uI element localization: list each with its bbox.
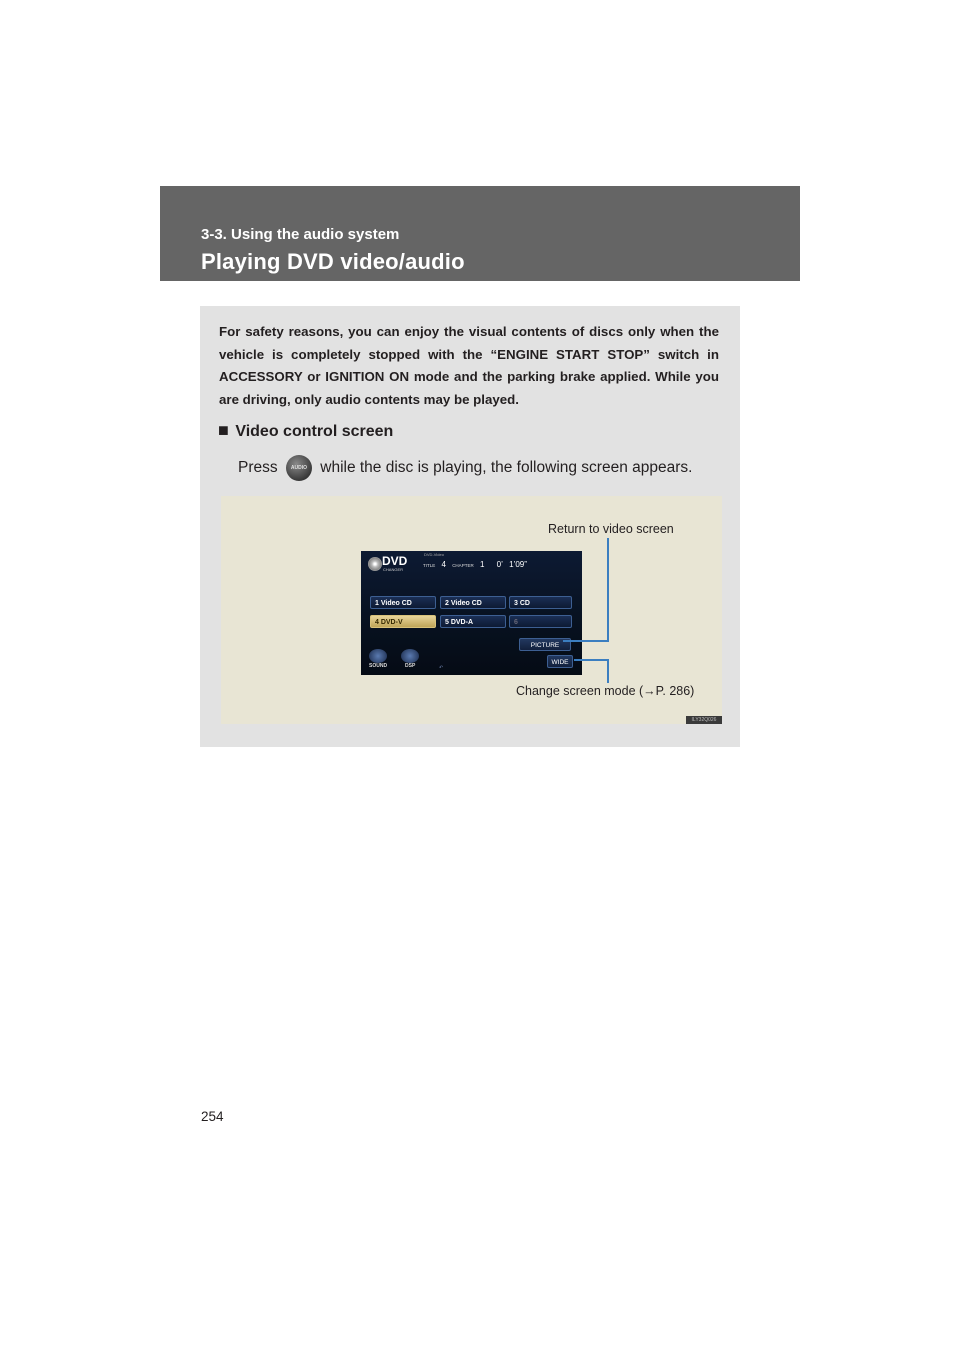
- disc-4-button[interactable]: 4 DVD-V: [370, 615, 436, 628]
- sound-label: SOUND: [369, 663, 388, 669]
- leader-line-return-vertical: [607, 538, 609, 642]
- dsp-label: DSP: [405, 663, 416, 669]
- track-info: [423, 560, 531, 569]
- leader-line-mode-vertical: [607, 659, 609, 683]
- subheading-text: Video control screen: [235, 423, 394, 440]
- title-label: TITLE: [423, 563, 436, 568]
- title-value: 4: [441, 560, 446, 569]
- logo-sub: CHANGER: [383, 567, 404, 572]
- disc-3-button[interactable]: 3 CD: [509, 596, 572, 609]
- content-panel: [200, 306, 740, 747]
- disc-1-button[interactable]: 1 Video CD: [370, 596, 436, 609]
- disc-2-button[interactable]: 2 Video CD: [440, 596, 506, 609]
- section-label: 3-3. Using the audio system: [201, 226, 400, 243]
- instruction-after: while the disc is playing, the following screen appears.: [320, 459, 693, 477]
- dvd-control-screen: [361, 551, 582, 675]
- leader-line-return-horizontal: [563, 640, 608, 642]
- instruction-before: Press: [238, 459, 278, 477]
- safety-notice: For safety reasons, you can enjoy the visual contents of discs only when the vehicle is completely stopped with the “ENGINE START STOP” switch in ACCESSORY or IGNITION ON mode and the parking brake applied. While you are driving, only audio contents may be played.: [219, 324, 719, 407]
- page-number: 254: [201, 1109, 224, 1124]
- disc-5-button[interactable]: 5 DVD-A: [440, 615, 506, 628]
- dsp-icon[interactable]: [401, 649, 419, 663]
- leader-line-mode-horizontal: [574, 659, 608, 661]
- header-band: [160, 186, 800, 281]
- time-b: 1’09”: [509, 560, 527, 569]
- chapter-value: 1: [479, 560, 485, 569]
- sound-icon[interactable]: [369, 649, 387, 663]
- wide-button[interactable]: WIDE: [547, 655, 573, 668]
- picture-button[interactable]: PICTURE: [519, 638, 571, 651]
- callout-change-mode: Change screen mode (→P. 286): [516, 684, 695, 698]
- callout-return-video: Return to video screen: [548, 522, 674, 536]
- instruction: [238, 455, 692, 481]
- back-icon[interactable]: ↶: [439, 665, 444, 671]
- figure-id: ILY32Q026: [686, 716, 722, 724]
- page-heading: Playing DVD video/audio: [201, 249, 465, 274]
- dvd-changer-logo: [368, 555, 416, 573]
- figure: [221, 496, 722, 724]
- time-a: 0’: [496, 560, 503, 569]
- disc-6-button[interactable]: 6: [509, 615, 572, 628]
- subheading: [218, 420, 393, 441]
- logo-text: DVD: [382, 554, 408, 568]
- disc-icon: [368, 557, 382, 571]
- square-marker-icon: ■: [218, 420, 229, 440]
- chapter-label: CHAPTER: [452, 563, 474, 568]
- audio-button-icon: AUDIO: [286, 455, 312, 481]
- screen-top-label: DVD-Video: [424, 552, 444, 557]
